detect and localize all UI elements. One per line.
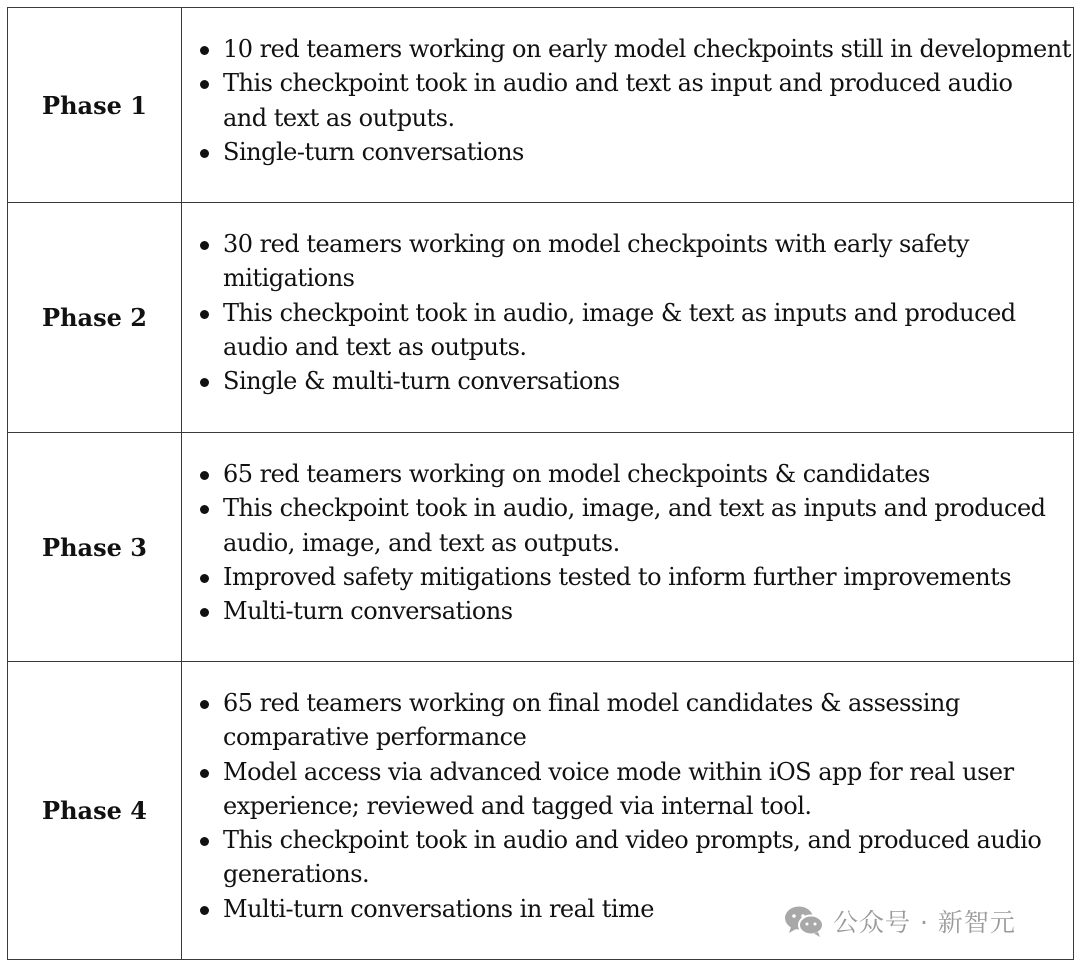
bullet-list <box>182 203 1073 420</box>
watermark <box>783 901 1016 941</box>
phase-label: Phase 2 <box>8 203 182 433</box>
bullet-item: Single-turn conversations <box>223 135 1073 169</box>
phases-table <box>7 7 1074 960</box>
phase-label: Phase 3 <box>8 433 182 662</box>
bullet-list <box>182 433 1073 650</box>
bullet-item: Single & multi-turn conversations <box>223 364 1073 398</box>
phase-label: Phase 1 <box>8 8 182 203</box>
phase-details <box>182 203 1074 433</box>
bullet-item: 30 red teamers working on model checkpoints with early safety mitigations <box>223 227 1073 296</box>
bullet-item: Model access via advanced voice mode within iOS app for real user experience; reviewed and tagged via internal tool. <box>223 755 1073 824</box>
table-row <box>8 8 1074 203</box>
bullet-item: This checkpoint took in audio, image, and text as inputs and produced audio, image, and text as outputs. <box>223 491 1073 560</box>
bullet-item: This checkpoint took in audio and text as input and produced audio and text as outputs. <box>223 66 1073 135</box>
bullet-item: 65 red teamers working on model checkpoints & candidates <box>223 457 1073 491</box>
bullet-item: 65 red teamers working on final model candidates & assessing comparative performance <box>223 686 1073 755</box>
wechat-icon <box>783 904 825 938</box>
bullet-item: Multi-turn conversations <box>223 594 1073 628</box>
phase-details <box>182 8 1074 203</box>
bullet-item: Multi-turn conversations in real time <box>223 892 1073 926</box>
phase-details <box>182 433 1074 662</box>
bullet-item: This checkpoint took in audio and video prompts, and produced audio generations. <box>223 823 1073 892</box>
table-row <box>8 433 1074 662</box>
bullet-list <box>182 8 1073 191</box>
bullet-item: This checkpoint took in audio, image & text as inputs and produced audio and text as outputs. <box>223 296 1073 365</box>
bullet-item: 10 red teamers working on early model checkpoints still in development <box>223 32 1073 66</box>
bullet-item: Improved safety mitigations tested to inform further improvements <box>223 560 1073 594</box>
table-row <box>8 203 1074 433</box>
watermark-text: 公众号 · 新智元 <box>833 908 1016 937</box>
phase-label: Phase 4 <box>8 662 182 960</box>
